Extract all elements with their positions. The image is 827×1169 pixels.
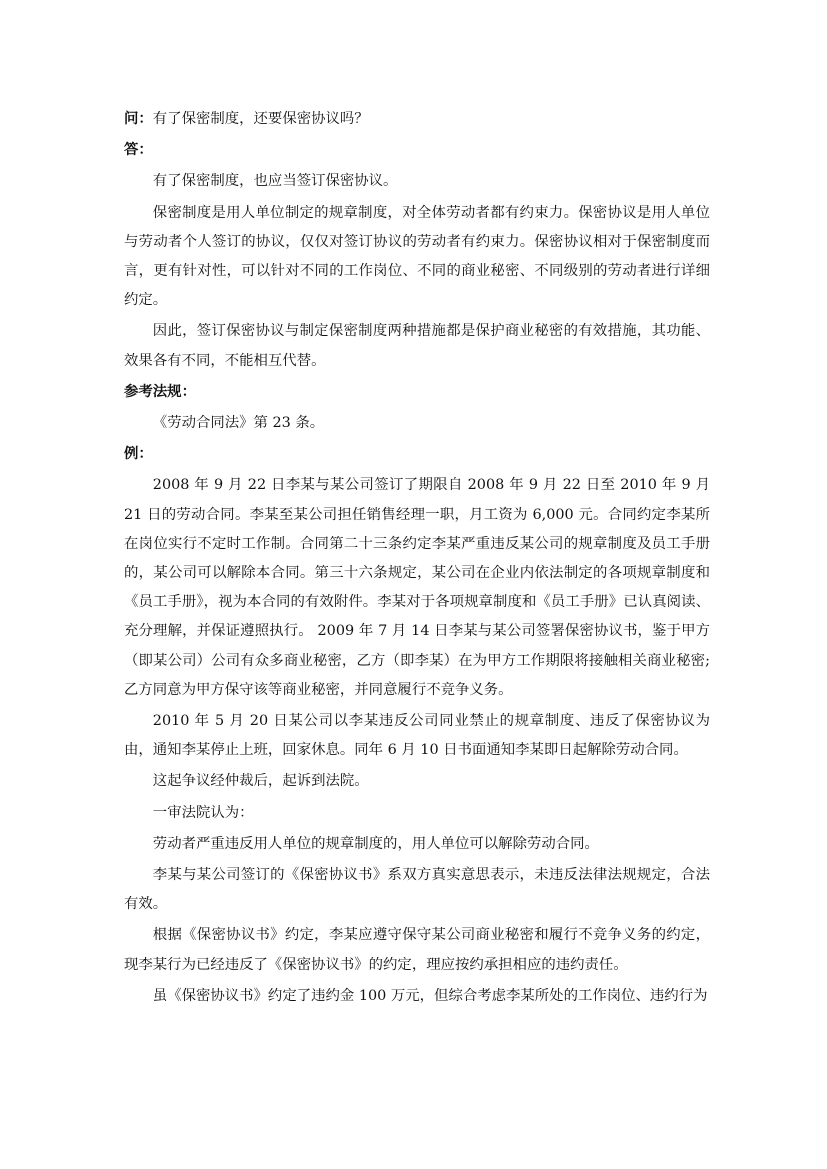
answer-paragraph: 因此，签订保密协议与制定保密制度两种措施都是保护商业秘密的有效措施，其功能、效果各有不同，不能相互代替。	[124, 323, 710, 369]
example-paragraph: 2008 年 9 月 22 日李某与某公司签订了期限自 2008 年 9 月 22 日至 2010 年 9 月 21 日的劳动合同。李某至某公司担任销售经理一职，月工资为 6,000 元。合同约定李某所在岗位实行不定时工作制。合同第二十三条约定李某严重违反某公司的规章制度及员工手册的，某公司可以解除本合同。第三十六条规定，某公司在企业内依法制定的各项规章制度和《员工手册》，视为本合同的有效附件。李某对于各项规章制度和《员工手册》已认真阅读、充分理解，并保证遵照执行。 2009 年 7 月 14 日李某与某公司签署保密协议书，鉴于甲方（即某公司）公司有众多商业秘密，乙方（即李某）在为甲方工作期限将接触相关商业秘密; 乙方同意为甲方保守该等商业秘密，并同意履行不竞争义务。	[124, 477, 710, 698]
question-label: 问：	[124, 111, 153, 127]
question-line	[124, 105, 710, 134]
example-paragraph: 这起争议经仲裁后，起诉到法院。	[152, 773, 369, 790]
example-paragraph: 李某与某公司签订的《保密协议书》系双方真实意思表示，未违反法律法规规定，合法有效。	[124, 867, 710, 913]
example-paragraph: 一审法院认为：	[152, 804, 254, 821]
example-paragraph: 劳动者严重违反用人单位的规章制度的，用人单位可以解除劳动合同。	[152, 835, 599, 852]
answer-paragraph: 保密制度是用人单位制定的规章制度，对全体劳动者都有约束力。保密协议是用人单位与劳动者个人签订的协议，仅仅对签订协议的劳动者有约束力。保密协议相对于保密制度而言，更有针对性，可以针对不同的工作岗位、不同的商业秘密、不同级别的劳动者进行详细约定。	[124, 204, 710, 309]
question-text: 有了保密制度，还要保密协议吗？	[152, 111, 369, 127]
example-paragraph: 虽《保密协议书》约定了违约金 100 万元，但综合考虑李某所处的工作岗位、违约行为	[152, 987, 708, 1004]
answer-paragraph: 有了保密制度，也应当签订保密协议。	[152, 173, 398, 190]
example-paragraph: 2010 年 5 月 20 日某公司以李某违反公司同业禁止的规章制度、违反了保密协议为由，通知李某停止上班，回家休息。同年 6 月 10 日书面通知李某即日起解除劳动合同。	[124, 713, 710, 759]
regulation-reference: 《劳动合同法》第 23 条。	[152, 415, 325, 432]
answer-heading: 答：	[124, 142, 153, 159]
example-paragraph: 根据《保密协议书》约定，李某应遵守保守某公司商业秘密和履行不竞争义务的约定，现李某行为已经违反了《保密协议书》的约定，理应按约承担相应的违约责任。	[124, 927, 710, 973]
example-heading: 例：	[124, 446, 153, 463]
document-body	[124, 105, 710, 1013]
regulations-heading: 参考法规：	[124, 383, 196, 400]
